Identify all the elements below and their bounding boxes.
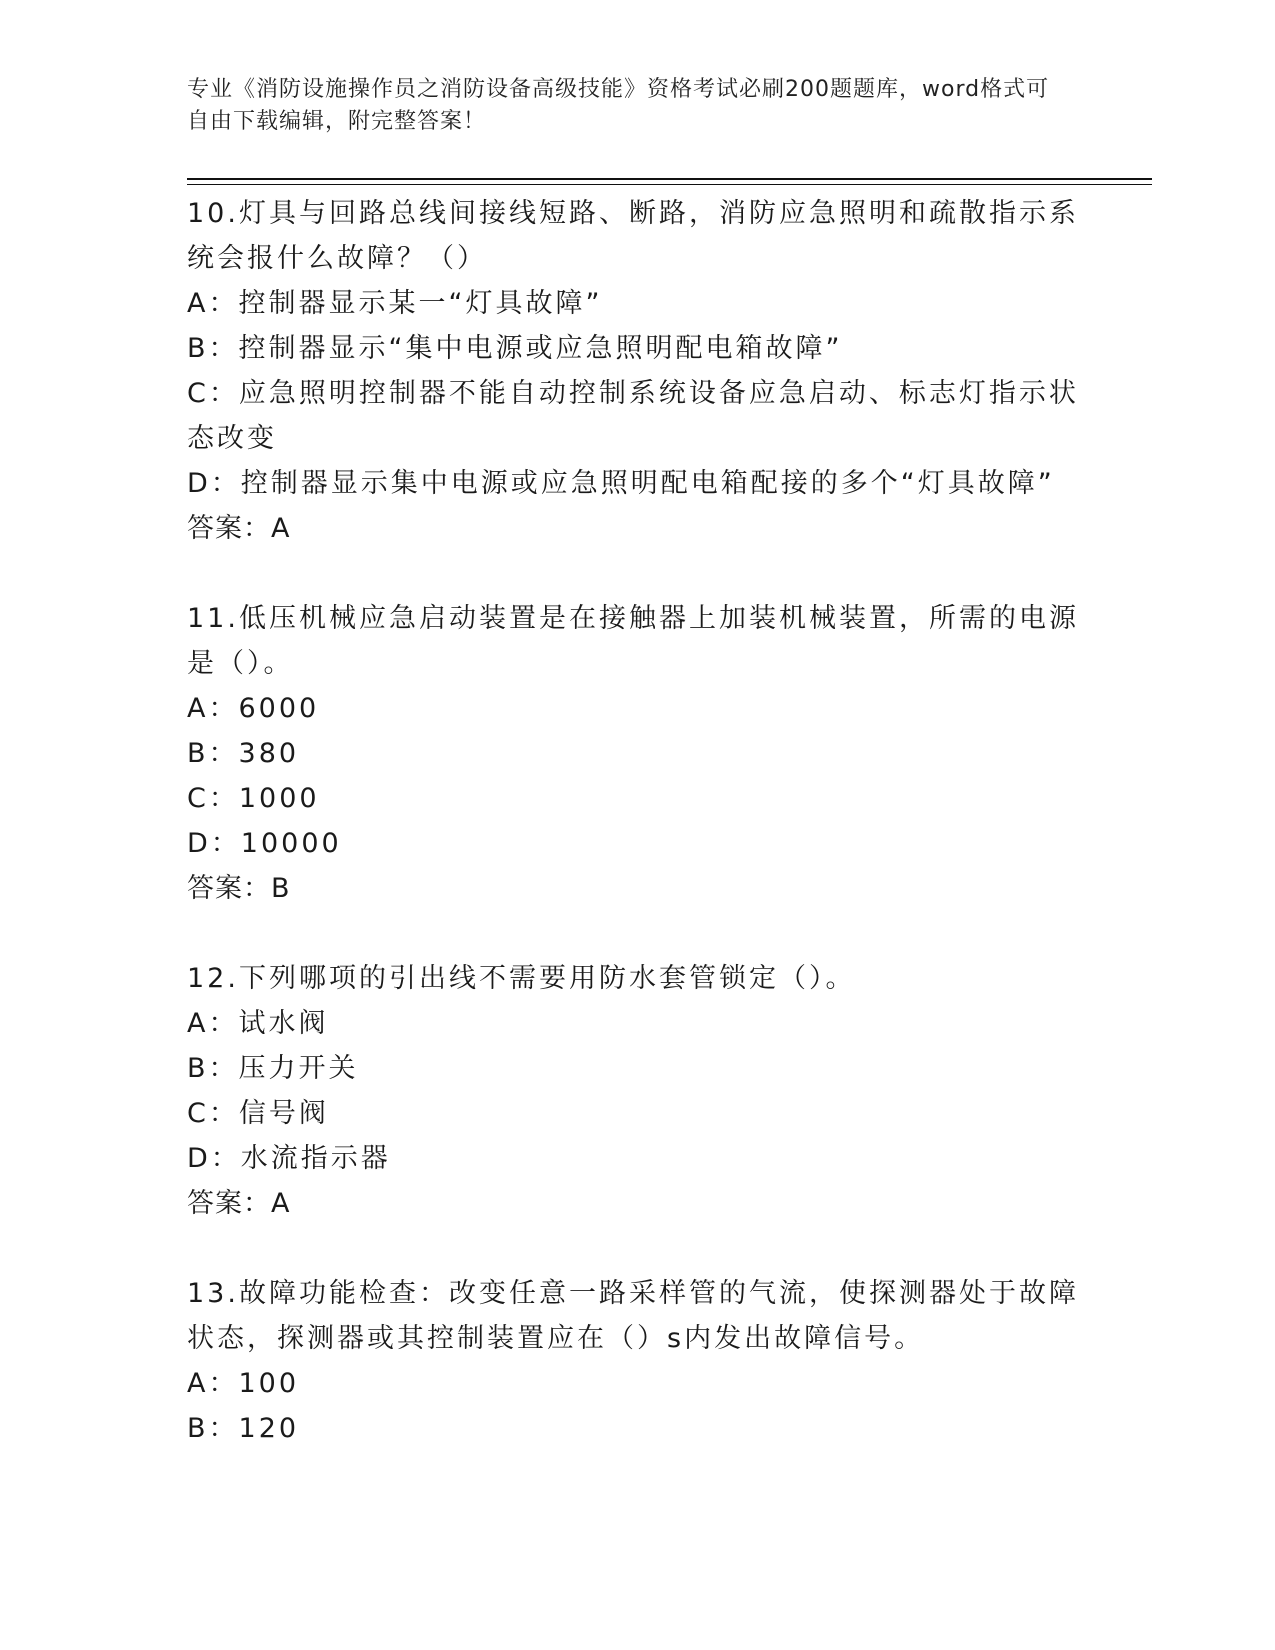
answer: 答案：B <box>187 873 291 904</box>
question-list <box>187 191 1087 1496</box>
question-stem: 12.下列哪项的引出线不需要用防水套管锁定（）。 <box>187 963 856 994</box>
option-b: B：380 <box>187 738 300 769</box>
question-11 <box>187 596 1087 911</box>
header-rule-thick <box>187 178 1152 180</box>
option-c: C：信号阀 <box>187 1098 329 1129</box>
option-b: B：控制器显示“集中电源或应急照明配电箱故障” <box>187 333 843 364</box>
option-b: B：120 <box>187 1413 300 1444</box>
option-d: D：水流指示器 <box>187 1143 391 1174</box>
option-c: C：应急照明控制器不能自动控制系统设备应急启动、标志灯指示状态改变 <box>187 378 1079 454</box>
option-c: C：1000 <box>187 783 320 814</box>
question-10 <box>187 191 1087 551</box>
header-rule-thin <box>187 184 1152 185</box>
question-stem: 11.低压机械应急启动装置是在接触器上加装机械装置，所需的电源是（）。 <box>187 603 1079 679</box>
question-stem: 13.故障功能检查：改变任意一路采样管的气流，使探测器处于故障状态，探测器或其控制装置应在（）s内发出故障信号。 <box>187 1278 1079 1354</box>
answer: 答案：A <box>187 513 291 544</box>
option-a: A：6000 <box>187 693 320 724</box>
question-12 <box>187 956 1087 1226</box>
answer: 答案：A <box>187 1188 291 1219</box>
option-a: A：控制器显示某一“灯具故障” <box>187 288 603 319</box>
option-d: D：控制器显示集中电源或应急照明配电箱配接的多个“灯具故障” <box>187 468 1055 499</box>
question-13 <box>187 1271 1087 1451</box>
option-a: A：试水阀 <box>187 1008 329 1039</box>
document-header: 专业《消防设施操作员之消防设备高级技能》资格考试必刷200题题库，word格式可自由下载编辑，附完整答案！ <box>187 77 1050 134</box>
option-b: B：压力开关 <box>187 1053 359 1084</box>
option-d: D：10000 <box>187 828 342 859</box>
question-stem: 10.灯具与回路总线间接线短路、断路，消防应急照明和疏散指示系统会报什么故障？（） <box>187 198 1079 274</box>
option-a: A：100 <box>187 1368 300 1399</box>
